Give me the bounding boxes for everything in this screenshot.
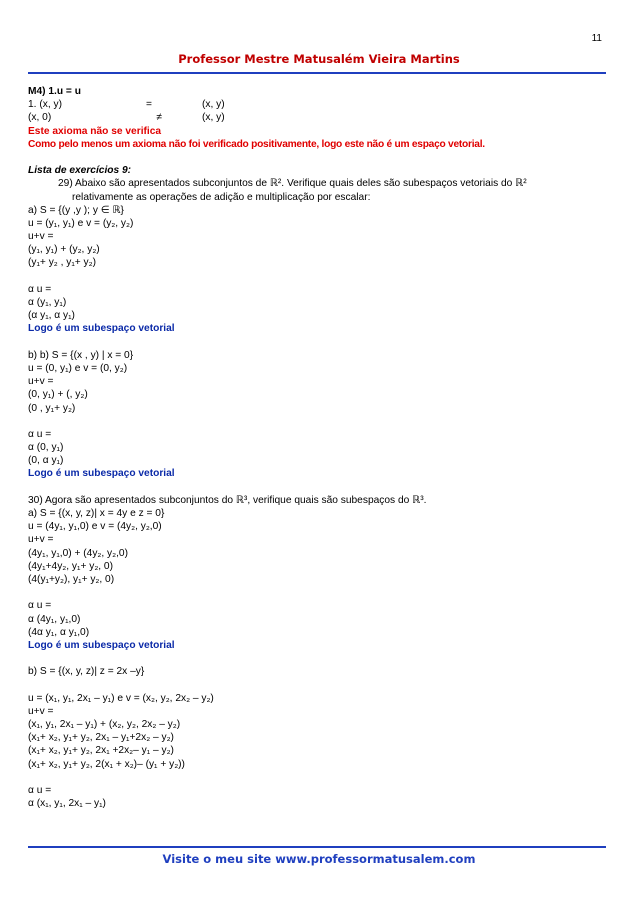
q30a-result: Logo é um subespaço vetorial bbox=[28, 639, 175, 651]
q30b-line-7: (x₁+ x₂, y₁+ y₂, 2(x₁ + x₂)– (y₁ + y₂)) bbox=[28, 758, 185, 770]
q29b-line-4: (0, y₁) + (, y₂) bbox=[28, 389, 88, 401]
q30b-line-4: (x₁, y₁, 2x₁ – y₁) + (x₂, y₂, 2x₂ – y₂) bbox=[28, 719, 181, 730]
q30a-line-1: a) S = {(x, y, z)| x = 4y e z = 0} bbox=[28, 508, 165, 519]
q29a-line-7: α (y₁, y₁) bbox=[28, 297, 67, 308]
q30a-line-3: u+v = bbox=[28, 534, 54, 546]
q30b-line-9: α (x₁, y₁, 2x₁ – y₁) bbox=[28, 798, 106, 810]
q29b-result: Logo é um subespaço vetorial bbox=[28, 468, 175, 480]
q29b-line-5: (0 , y₁+ y₂) bbox=[28, 402, 76, 414]
header-rule bbox=[28, 72, 606, 74]
m4-line-1: 1. (x, y) = (x, y) bbox=[28, 99, 225, 111]
q29b-line-6: α u = bbox=[28, 428, 52, 440]
q29a-result: Logo é um subespaço vetorial bbox=[28, 323, 175, 335]
q29-line-1: 29) Abaixo são apresentados subconjuntos de ℝ². Verifique quais deles são subespaços vetoriais do ℝ² bbox=[58, 178, 527, 190]
footer-link[interactable]: Visite o meu site www.professormatusalem.com bbox=[162, 852, 476, 866]
q29a-line-6: α u = bbox=[28, 283, 52, 295]
q30b-line-2: u = (x₁, y₁, 2x₁ – y₁) e v = (x₂, y₂, 2x₂ – y₂) bbox=[28, 692, 214, 704]
m4-title: M4) 1.u = u bbox=[28, 86, 81, 97]
q30a-line-8: α (4y₁, y₁,0) bbox=[28, 613, 81, 625]
q30b-line-1: b) S = {(x, y, z)| z = 2x –y} bbox=[28, 666, 145, 678]
q29a-line-4: (y₁, y₁) + (y₂, y₂) bbox=[28, 244, 100, 256]
q29a-line-8: (α y₁, α y₁) bbox=[28, 310, 75, 322]
q29a-line-5: (y₁+ y₂ , y₁+ y₂) bbox=[28, 257, 96, 269]
q30a-line-4: (4y₁, y₁,0) + (4y₂, y₂,0) bbox=[28, 547, 128, 559]
m4-line-2: (x, 0) ≠ (x, y) bbox=[28, 112, 225, 124]
q30a-line-7: α u = bbox=[28, 600, 52, 612]
q30-statement: 30) Agora são apresentados subconjuntos do ℝ³, verifique quais são subespaços do ℝ³. bbox=[28, 494, 427, 506]
page-number: 11 bbox=[591, 33, 602, 44]
q30b-line-6: (x₁+ x₂, y₁+ y₂, 2x₁ +2x₂– y₁ – y₂) bbox=[28, 745, 174, 757]
header-title: Professor Mestre Matusalém Vieira Martins bbox=[178, 52, 460, 66]
q29b-line-8: (0, α y₁) bbox=[28, 455, 64, 467]
footer-rule bbox=[28, 846, 606, 848]
q29a-line-2: u = (y₁, y₁) e v = (y₂, y₂) bbox=[28, 217, 134, 229]
q30a-line-5: (4y₁+4y₂, y₁+ y₂, 0) bbox=[28, 560, 113, 572]
exercise-list-title: Lista de exercícios 9: bbox=[28, 165, 132, 177]
q29a-line-3: u+v = bbox=[28, 231, 54, 243]
q30a-line-9: (4α y₁, α y₁,0) bbox=[28, 626, 90, 638]
q29b-line-2: u = (0, y₁) e v = (0, y₂) bbox=[28, 362, 128, 374]
m4-conclusion-1: Este axioma não se verifica bbox=[28, 125, 162, 137]
q29a-line-1: a) S = {(y ,y ); y ∈ ℝ} bbox=[28, 204, 124, 216]
q29b-line-3: u+v = bbox=[28, 376, 54, 388]
q30a-line-2: u = (4y₁, y₁,0) e v = (4y₂, y₂,0) bbox=[28, 521, 162, 533]
q29b-line-7: α (0, y₁) bbox=[28, 442, 64, 454]
q29-line-2: relativamente as operações de adição e multiplicação por escalar: bbox=[72, 191, 371, 203]
q30a-line-6: (4(y₁+y₂), y₁+ y₂, 0) bbox=[28, 573, 115, 585]
q29b-line-1: b) b) S = {(x , y) | x = 0} bbox=[28, 349, 134, 361]
document-body bbox=[28, 85, 608, 810]
q30b-line-5: (x₁+ x₂, y₁+ y₂, 2x₁ – y₁+2x₂ – y₂) bbox=[28, 732, 174, 744]
m4-conclusion-2: Como pelo menos um axioma não foi verificado positivamente, logo este não é um espaço vetorial. bbox=[28, 138, 485, 150]
q30b-line-3: u+v = bbox=[28, 705, 54, 717]
q30b-line-8: α u = bbox=[28, 784, 52, 796]
